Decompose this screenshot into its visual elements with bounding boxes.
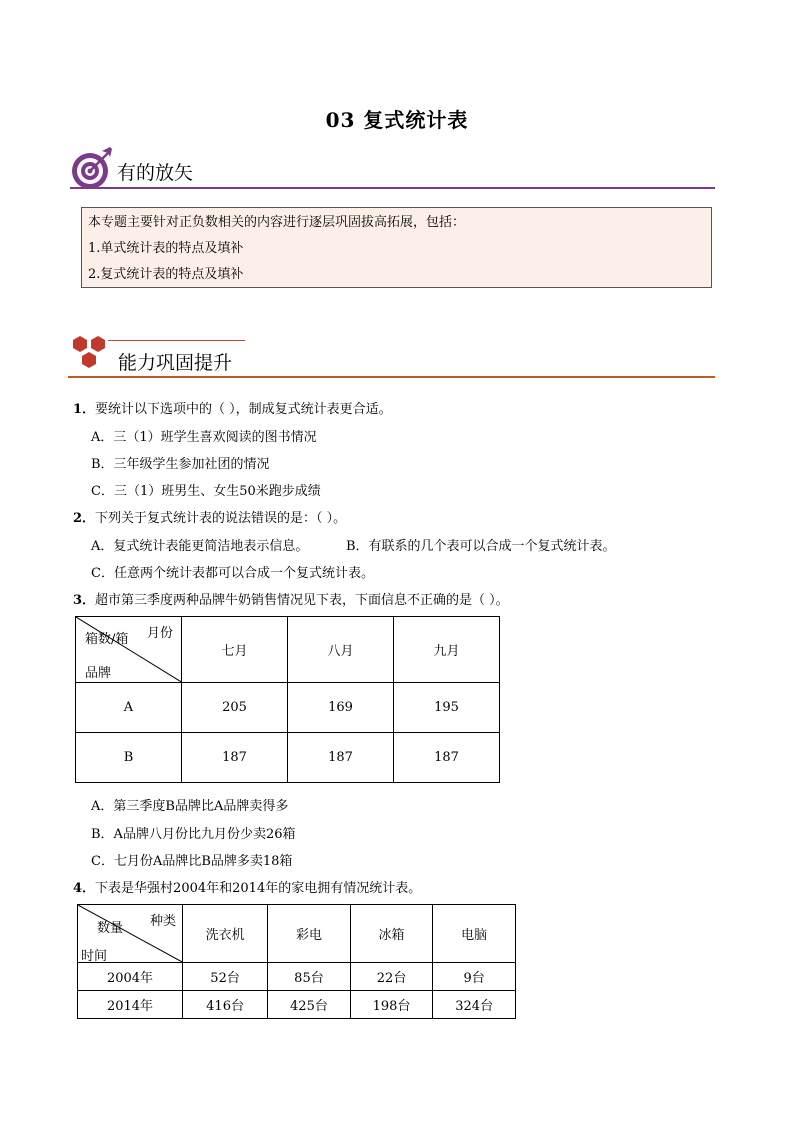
table-cell: 187 <box>288 733 394 783</box>
section-divider <box>70 187 715 189</box>
section-top-line <box>108 340 245 341</box>
table-corner-cell <box>78 905 183 963</box>
intro-line: 本专题主要针对正负数相关的内容进行逐层巩固拔高拓展，包括： <box>88 215 466 230</box>
option-a: A．三（1）班学生喜欢阅读的图书情况 <box>91 430 317 445</box>
option-c: C．七月份A品牌比B品牌多卖18箱 <box>91 854 293 869</box>
column-header: 九月 <box>394 617 500 683</box>
row-label: 2004年 <box>78 963 183 991</box>
row-label: B <box>76 733 182 783</box>
table-cell: 22台 <box>350 963 433 991</box>
appliance-table <box>77 904 516 1019</box>
target-icon <box>70 147 114 191</box>
corner-label-top: 月份 <box>146 626 173 641</box>
question-stem: 下表是华强村2004年和2014年的家电拥有情况统计表。 <box>95 881 422 896</box>
question-1 <box>73 398 392 417</box>
corner-label-bottom: 品牌 <box>85 666 112 681</box>
section-divider <box>68 376 715 378</box>
section-heading: 有的放矢 <box>117 162 194 184</box>
column-header: 彩电 <box>268 905 351 963</box>
table-cell: 425台 <box>268 991 351 1019</box>
column-header: 冰箱 <box>350 905 433 963</box>
table-cell: 195 <box>394 683 500 733</box>
option-b: B．三年级学生参加社团的情况 <box>91 457 270 472</box>
row-label: 2014年 <box>78 991 183 1019</box>
column-header: 电脑 <box>433 905 516 963</box>
table-cell: 187 <box>394 733 500 783</box>
table-cell: 52台 <box>183 963 268 991</box>
corner-label-bottom: 时间 <box>81 949 108 964</box>
table-cell: 85台 <box>268 963 351 991</box>
question-number: 2． <box>73 511 96 526</box>
option-a: A．复式统计表能更简洁地表示信息。 <box>91 539 309 554</box>
row-label: A <box>76 683 182 733</box>
table-cell: 187 <box>182 733 288 783</box>
page-title: 03 复式统计表 <box>325 108 469 132</box>
question-4 <box>73 877 421 896</box>
table-cell: 9台 <box>433 963 516 991</box>
corner-label-top: 种类 <box>149 914 176 929</box>
option-a: A．第三季度B品牌比A品牌卖得多 <box>91 799 289 814</box>
column-header: 七月 <box>182 617 288 683</box>
intro-line: 1.单式统计表的特点及填补 <box>88 241 244 256</box>
question-number: 3． <box>73 593 96 608</box>
table-cell: 416台 <box>183 991 268 1019</box>
option-b: B．有联系的几个表可以合成一个复式统计表。 <box>346 539 616 554</box>
table-cell: 324台 <box>433 991 516 1019</box>
option-c: C．任意两个统计表都可以合成一个复式统计表。 <box>91 566 374 581</box>
table-cell: 205 <box>182 683 288 733</box>
option-c: C．三（1）班男生、女生50米跑步成绩 <box>91 484 321 499</box>
corner-label-mid: 数量 <box>97 921 124 936</box>
table-corner-cell <box>76 617 182 683</box>
question-stem: 超市第三季度两种品牌牛奶销售情况见下表，下面信息不正确的是（ ）。 <box>95 593 509 608</box>
table-row <box>76 733 500 783</box>
question-3 <box>73 589 509 608</box>
question-number: 1． <box>73 402 96 417</box>
question-number: 4． <box>73 881 96 896</box>
table-cell: 198台 <box>350 991 433 1019</box>
intro-line: 2.复式统计表的特点及填补 <box>88 267 244 282</box>
table-row <box>78 963 516 991</box>
question-stem: 要统计以下选项中的（ ），制成复式统计表更合适。 <box>95 402 392 417</box>
question-2 <box>73 507 346 526</box>
intro-box <box>81 207 712 288</box>
section-header-goals <box>70 145 715 191</box>
table-row <box>76 683 500 733</box>
section-heading: 能力巩固提升 <box>118 352 233 374</box>
table-cell: 169 <box>288 683 394 733</box>
column-header: 八月 <box>288 617 394 683</box>
table-row <box>78 991 516 1019</box>
section-header-practice <box>68 333 715 379</box>
option-b: B．A品牌八月份比九月份少卖26箱 <box>91 827 296 842</box>
milk-sales-table <box>75 616 500 783</box>
question-stem: 下列关于复式统计表的说法错误的是：（ ）。 <box>95 511 347 526</box>
corner-label-mid: 箱数/箱 <box>85 632 129 647</box>
column-header: 洗衣机 <box>183 905 268 963</box>
